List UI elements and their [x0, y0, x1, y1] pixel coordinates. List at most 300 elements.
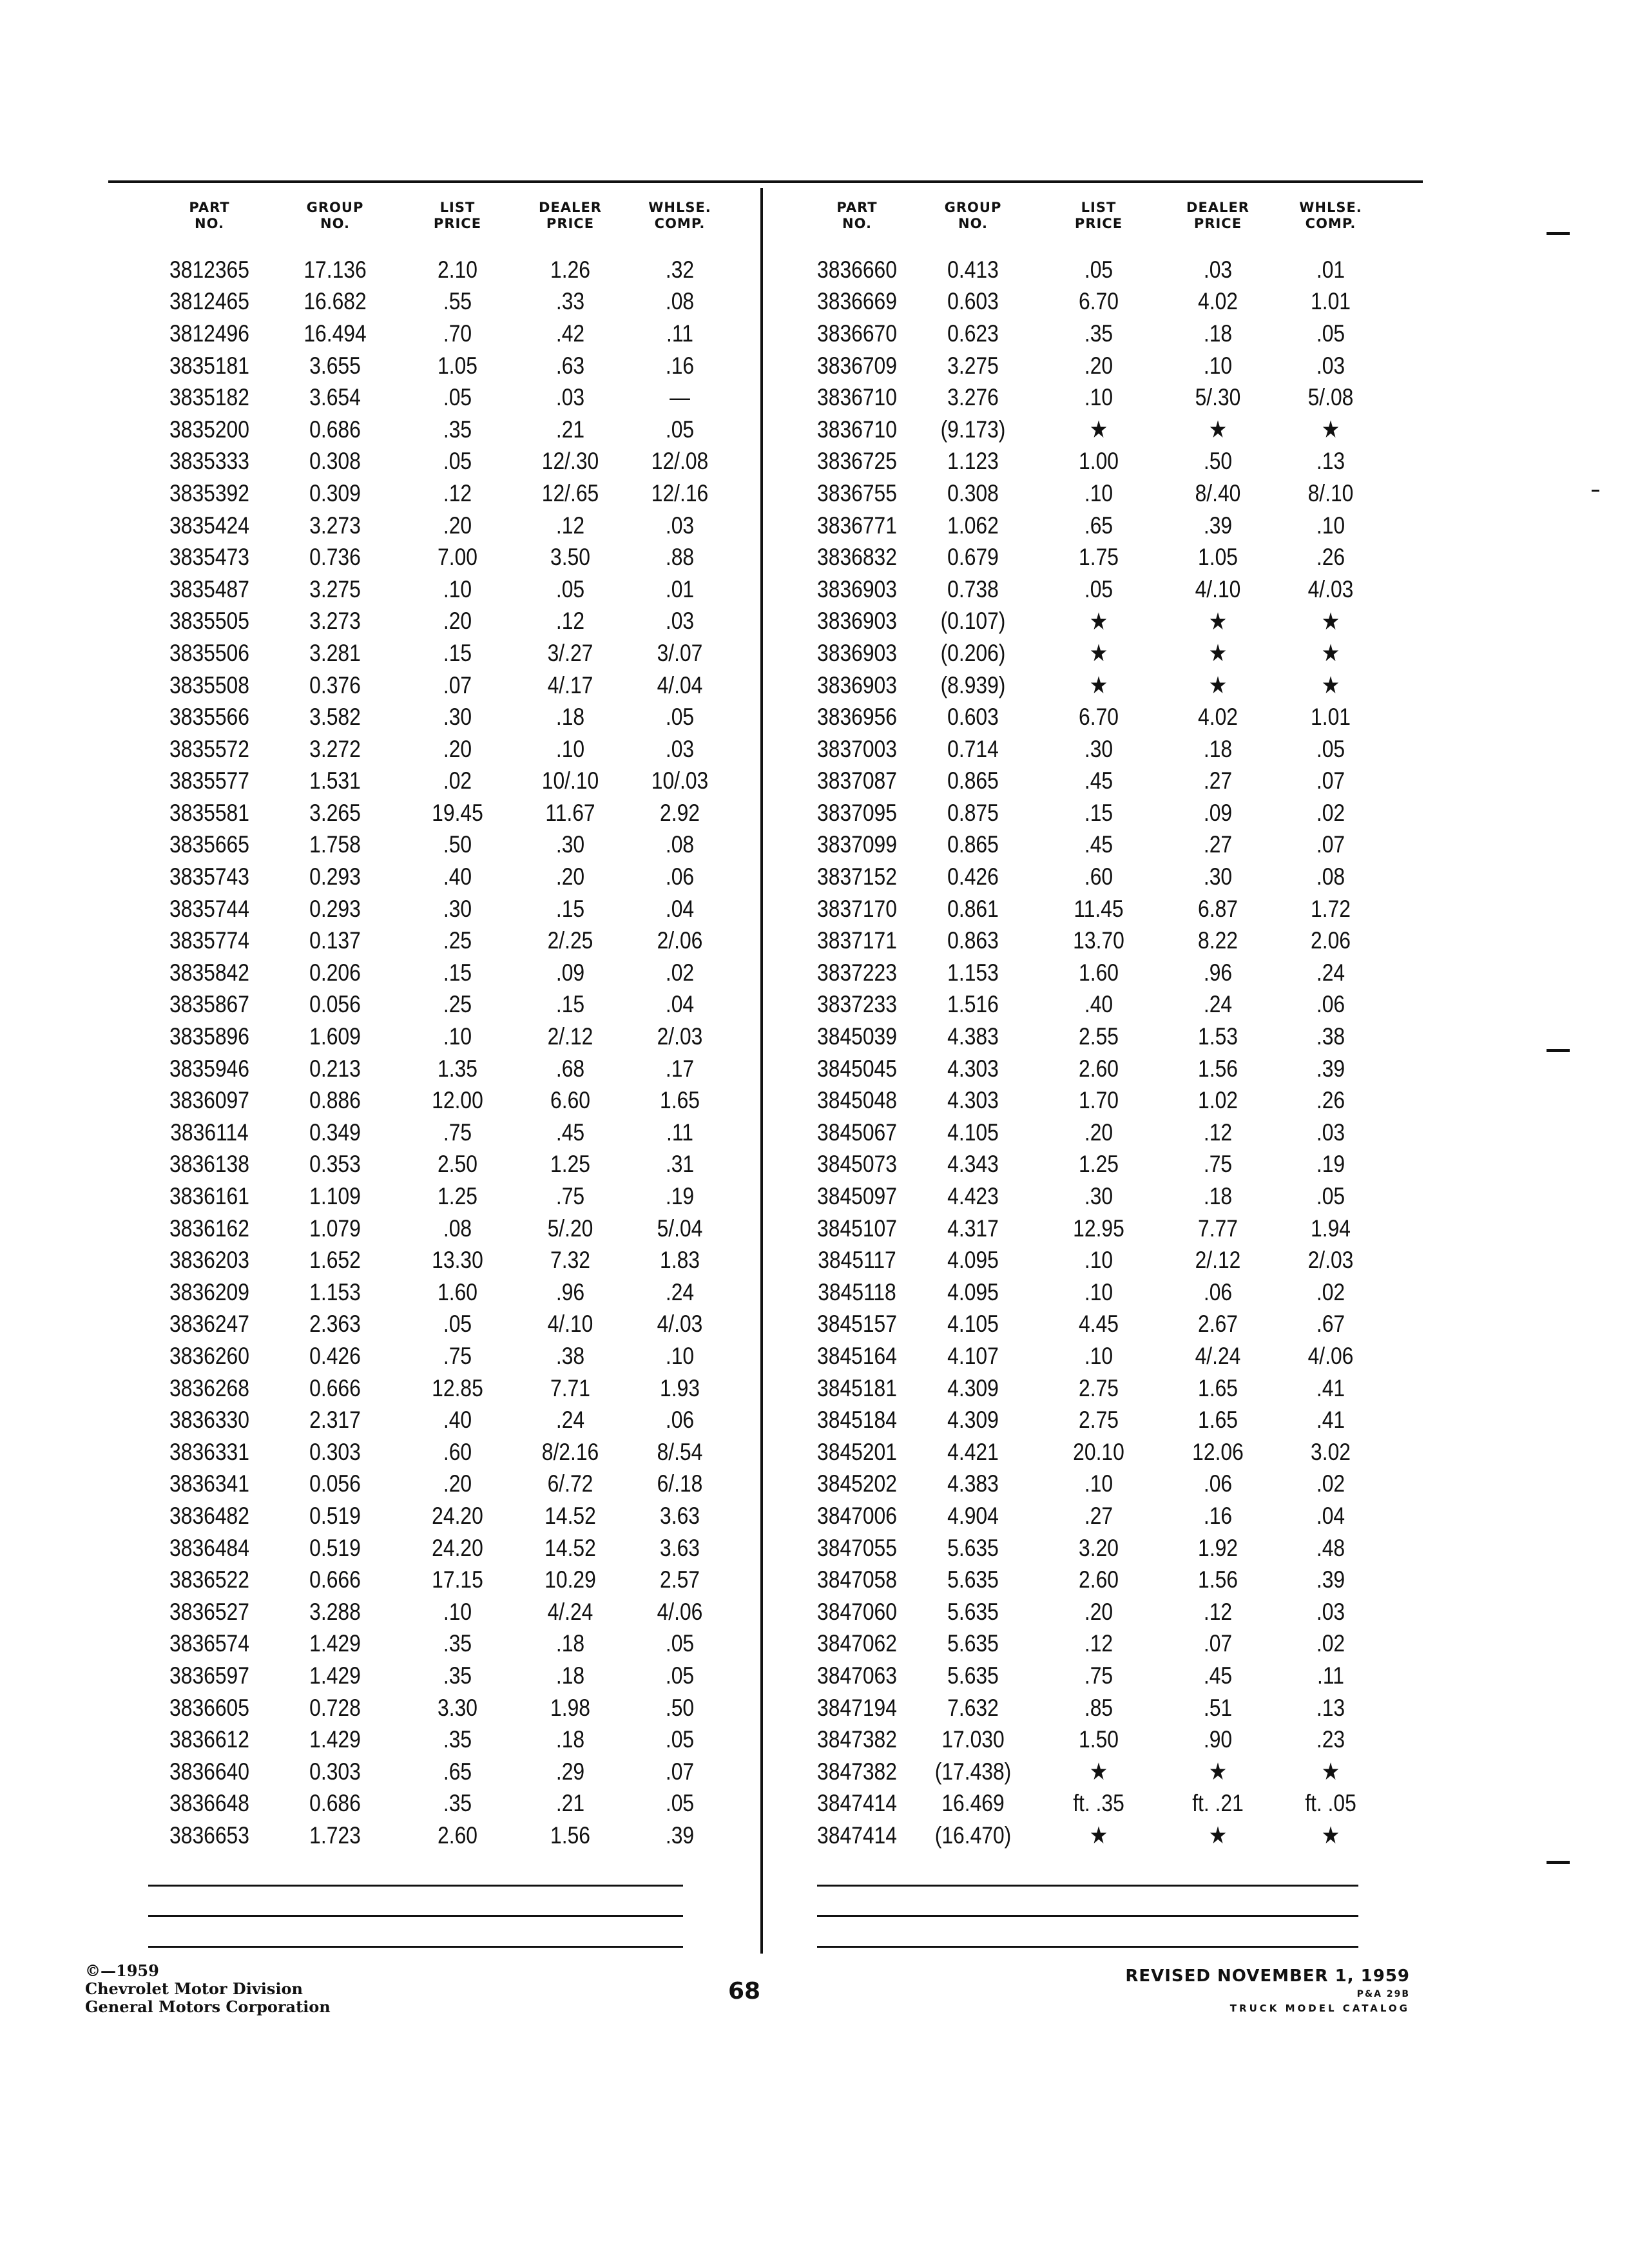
table-row: [805, 1468, 1385, 1501]
dealer-price-cell: 1.65: [1198, 1374, 1238, 1401]
list-price-cell: .75: [443, 1342, 472, 1369]
group-no-cell: 16.469: [941, 1790, 1005, 1817]
blank-entry-line: [148, 1946, 683, 1948]
whlse-comp-cell: 8/.10: [1307, 479, 1354, 506]
whlse-comp-cell: 3.63: [660, 1534, 700, 1561]
table-row: [805, 989, 1385, 1021]
list-price-cell: .35: [1084, 320, 1113, 347]
table-row: [148, 1724, 735, 1756]
list-price-cell: .05: [1084, 575, 1113, 602]
whlse-comp-cell: .39: [1316, 1055, 1345, 1082]
group-no-cell: 4.383: [947, 1023, 999, 1050]
whlse-comp-cell: .26: [1316, 544, 1345, 571]
part-no-cell: 3836527: [169, 1598, 249, 1625]
dealer-price-cell: .51: [1203, 1694, 1233, 1721]
dealer-price-cell: 5/.30: [1195, 384, 1241, 411]
whlse-comp-cell: .10: [1316, 512, 1345, 539]
dealer-price-cell: 3/.27: [547, 639, 593, 666]
table-row: [805, 1340, 1385, 1372]
whlse-comp-cell: 2/.03: [1307, 1247, 1354, 1274]
table-row: [148, 1021, 735, 1053]
dealer-price-cell: .18: [555, 704, 585, 731]
part-no-cell: 3835487: [169, 575, 249, 602]
part-no-cell: 3835508: [169, 671, 249, 698]
group-no-cell: 4.317: [947, 1215, 999, 1242]
group-no-cell: 1.429: [309, 1726, 361, 1753]
group-no-cell: 0.303: [309, 1758, 361, 1785]
group-no-cell: 0.519: [309, 1502, 361, 1529]
whlse-comp-cell: .39: [665, 1821, 695, 1849]
dealer-price-cell: 4/.24: [547, 1598, 593, 1625]
table-row: [805, 1596, 1385, 1628]
part-no-cell: 3836574: [169, 1630, 249, 1657]
dealer-price-cell: ★: [1208, 416, 1228, 443]
whlse-comp-cell: .19: [1316, 1151, 1345, 1178]
list-price-cell: 2.75: [1079, 1407, 1119, 1434]
group-no-cell: 16.682: [304, 288, 367, 315]
table-row: [148, 1404, 735, 1436]
part-no-cell: 3837171: [817, 927, 897, 954]
list-price-cell: .40: [443, 1407, 472, 1434]
margin-mark: [1547, 232, 1570, 235]
group-no-cell: 4.904: [947, 1502, 999, 1529]
group-no-cell: 1.516: [947, 991, 999, 1018]
list-price-cell: 2.60: [438, 1821, 477, 1849]
dealer-price-cell: .75: [1203, 1151, 1233, 1178]
part-no-cell: 3835392: [169, 479, 249, 506]
dealer-price-cell: .42: [555, 320, 585, 347]
group-no-cell: 17.136: [304, 256, 367, 283]
dealer-price-cell: .63: [555, 352, 585, 379]
list-price-cell: .05: [1084, 256, 1113, 283]
table-row: [805, 1500, 1385, 1532]
group-no-cell: 3.275: [309, 575, 361, 602]
whlse-comp-cell: .39: [1316, 1566, 1345, 1593]
whlse-comp-cell: 5/.04: [657, 1215, 703, 1242]
dealer-price-cell: .12: [555, 512, 585, 539]
list-price-cell: .07: [443, 671, 472, 698]
table-row: [148, 1117, 735, 1149]
part-no-cell: 3847063: [817, 1662, 897, 1689]
part-no-cell: 3847006: [817, 1502, 897, 1529]
table-row: [148, 1276, 735, 1309]
list-price-cell: 1.70: [1079, 1087, 1119, 1114]
part-no-cell: 3835743: [169, 863, 249, 890]
list-price-cell: .75: [1084, 1662, 1113, 1689]
dealer-price-cell: 1.56: [1198, 1055, 1238, 1082]
whlse-comp-cell: .05: [665, 704, 695, 731]
list-price-cell: 19.45: [432, 799, 483, 826]
whlse-comp-cell: .01: [1316, 256, 1345, 283]
dealer-price-cell: 7.32: [550, 1247, 590, 1274]
group-no-cell: 0.603: [947, 288, 999, 315]
part-no-cell: 3845073: [817, 1151, 897, 1178]
list-price-cell: .40: [1084, 991, 1113, 1018]
list-price-cell: .08: [443, 1215, 472, 1242]
table-row: [805, 1532, 1385, 1564]
group-no-cell: 7.632: [947, 1694, 999, 1721]
part-no-cell: 3836771: [817, 512, 897, 539]
part-no-cell: 3845067: [817, 1119, 897, 1146]
list-price-cell: 24.20: [432, 1534, 483, 1561]
whlse-comp-cell: .41: [1316, 1407, 1345, 1434]
part-no-cell: 3836605: [169, 1694, 249, 1721]
part-no-cell: 3837087: [817, 767, 897, 794]
part-no-cell: 3835572: [169, 735, 249, 762]
group-no-cell: 0.426: [309, 1342, 361, 1369]
group-no-cell: 0.056: [309, 1470, 361, 1497]
part-no-cell: 3836331: [169, 1438, 249, 1465]
whlse-comp-cell: .88: [665, 544, 695, 571]
dealer-price-cell: .18: [555, 1630, 585, 1657]
dealer-price-cell: 2/.25: [547, 927, 593, 954]
dealer-price-cell: .18: [1203, 320, 1233, 347]
whlse-comp-cell: .38: [1316, 1023, 1345, 1050]
header-part-no: PART NO.: [836, 200, 878, 231]
group-no-cell: 0.413: [947, 256, 999, 283]
table-body: [148, 254, 735, 1852]
part-no-cell: 3845164: [817, 1342, 897, 1369]
table-row: [148, 1436, 735, 1468]
group-no-cell: (9.173): [940, 416, 1006, 443]
group-no-cell: 0.863: [947, 927, 999, 954]
dealer-price-cell: 4/.10: [547, 1311, 593, 1338]
table-row: [805, 733, 1385, 765]
dealer-price-cell: 2.67: [1198, 1311, 1238, 1338]
part-no-cell: 3847414: [817, 1821, 897, 1849]
part-no-cell: 3836669: [817, 288, 897, 315]
blank-entry-line: [148, 1915, 683, 1917]
table-row: [148, 1820, 735, 1852]
part-no-cell: 3836612: [169, 1726, 249, 1753]
table-row: [805, 1372, 1385, 1405]
table-row: [805, 446, 1385, 478]
dealer-price-cell: 12.06: [1192, 1438, 1244, 1465]
list-price-cell: .30: [1084, 1183, 1113, 1210]
part-no-cell: 3847062: [817, 1630, 897, 1657]
table-row: [148, 1660, 735, 1692]
table-row: [805, 1149, 1385, 1181]
table-row: [148, 925, 735, 957]
group-no-cell: 0.293: [309, 863, 361, 890]
part-no-cell: 3836330: [169, 1407, 249, 1434]
group-no-cell: 3.273: [309, 512, 361, 539]
part-no-cell: 3835581: [169, 799, 249, 826]
group-no-cell: 0.349: [309, 1119, 361, 1146]
list-price-cell: .27: [1084, 1502, 1113, 1529]
table-row: [148, 1213, 735, 1245]
part-no-cell: 3836903: [817, 639, 897, 666]
group-no-cell: 1.079: [309, 1215, 361, 1242]
group-no-cell: 4.421: [947, 1438, 999, 1465]
dealer-price-cell: 5/.20: [547, 1215, 593, 1242]
dealer-price-cell: .20: [555, 863, 585, 890]
dealer-price-cell: .33: [555, 288, 585, 315]
table-row: [148, 1084, 735, 1117]
group-no-cell: 0.738: [947, 575, 999, 602]
part-no-cell: 3837223: [817, 959, 897, 986]
list-price-cell: .65: [443, 1758, 472, 1785]
whlse-comp-cell: 1.01: [1311, 288, 1351, 315]
part-no-cell: 3845045: [817, 1055, 897, 1082]
part-no-cell: 3835566: [169, 704, 249, 731]
table-row: [148, 1372, 735, 1405]
left-price-table: [148, 200, 735, 1852]
dealer-price-cell: .30: [1203, 863, 1233, 890]
whlse-comp-cell: .11: [666, 320, 693, 347]
table-row: [805, 1564, 1385, 1596]
group-no-cell: 3.276: [947, 384, 999, 411]
part-no-cell: 3835473: [169, 544, 249, 571]
group-no-cell: (0.206): [940, 639, 1006, 666]
table-row: [805, 1820, 1385, 1852]
group-no-cell: 0.426: [947, 863, 999, 890]
whlse-comp-cell: .11: [666, 1119, 693, 1146]
group-no-cell: 1.109: [309, 1183, 361, 1210]
group-no-cell: 4.303: [947, 1087, 999, 1114]
dealer-price-cell: .96: [555, 1278, 585, 1305]
table-row: [805, 1053, 1385, 1085]
whlse-comp-cell: .26: [1316, 1087, 1345, 1114]
dealer-price-cell: .90: [1203, 1726, 1233, 1753]
list-price-cell: .60: [443, 1438, 472, 1465]
part-no-cell: 3837095: [817, 799, 897, 826]
dealer-price-cell: .09: [555, 959, 585, 986]
dealer-price-cell: 6.87: [1198, 895, 1238, 922]
group-no-cell: 0.293: [309, 895, 361, 922]
group-no-cell: 0.308: [309, 448, 361, 475]
group-no-cell: 1.609: [309, 1023, 361, 1050]
part-no-cell: 3845202: [817, 1470, 897, 1497]
part-no-cell: 3812496: [169, 320, 249, 347]
whlse-comp-cell: .02: [1316, 1470, 1345, 1497]
dealer-price-cell: 10/.10: [541, 767, 599, 794]
list-price-cell: .20: [443, 512, 472, 539]
list-price-cell: .05: [443, 1311, 472, 1338]
list-price-cell: 2.55: [1079, 1023, 1119, 1050]
table-row: [148, 1309, 735, 1341]
part-no-cell: 3845097: [817, 1183, 897, 1210]
whlse-comp-cell: .08: [1316, 863, 1345, 890]
table-row: [148, 1244, 735, 1276]
part-no-cell: 3836640: [169, 1758, 249, 1785]
table-row: [148, 1564, 735, 1596]
group-no-cell: 1.062: [947, 512, 999, 539]
part-no-cell: 3836710: [817, 384, 897, 411]
table-row: [148, 765, 735, 798]
dealer-price-cell: 12/.65: [541, 479, 599, 506]
table-row: [148, 318, 735, 350]
whlse-comp-cell: ★: [1321, 672, 1340, 699]
whlse-comp-cell: .32: [665, 256, 695, 283]
copyright-block: [85, 1962, 331, 2016]
whlse-comp-cell: ★: [1321, 416, 1340, 443]
part-no-cell: 3835774: [169, 927, 249, 954]
list-price-cell: .20: [1084, 352, 1113, 379]
part-no-cell: 3836209: [169, 1278, 249, 1305]
group-no-cell: 1.429: [309, 1662, 361, 1689]
part-no-cell: 3836138: [169, 1151, 249, 1178]
dealer-price-cell: 14.52: [545, 1502, 596, 1529]
whlse-comp-cell: 2.57: [660, 1566, 700, 1593]
dealer-price-cell: 7.77: [1198, 1215, 1238, 1242]
table-row: [148, 861, 735, 893]
header-group-no: GROUP NO.: [306, 200, 364, 231]
list-price-cell: 12.85: [432, 1374, 483, 1401]
dealer-price-cell: .05: [555, 575, 585, 602]
whlse-comp-cell: 6/.18: [657, 1470, 703, 1497]
whlse-comp-cell: —: [670, 384, 690, 411]
top-rule: [108, 180, 1423, 183]
part-no-cell: 3845048: [817, 1087, 897, 1114]
table-row: [805, 1724, 1385, 1756]
part-no-cell: 3836484: [169, 1534, 249, 1561]
whlse-comp-cell: 3.63: [660, 1502, 700, 1529]
list-price-cell: 2.60: [1079, 1055, 1119, 1082]
part-no-cell: 3847060: [817, 1598, 897, 1625]
group-no-cell: 3.273: [309, 608, 361, 635]
list-price-cell: .12: [1084, 1630, 1113, 1657]
part-no-cell: 3845181: [817, 1374, 897, 1401]
revision-block: [1125, 1965, 1410, 2015]
dealer-price-cell: 4.02: [1198, 704, 1238, 731]
part-no-cell: 3847194: [817, 1694, 897, 1721]
group-no-cell: 0.714: [947, 735, 999, 762]
group-no-cell: 0.603: [947, 704, 999, 731]
whlse-comp-cell: 8/.54: [657, 1438, 703, 1465]
table-row: [148, 477, 735, 510]
group-no-cell: 0.666: [309, 1566, 361, 1593]
list-price-cell: .20: [443, 608, 472, 635]
list-price-cell: 6.70: [1079, 288, 1119, 315]
dealer-price-cell: 14.52: [545, 1534, 596, 1561]
dealer-price-cell: ft. .21: [1192, 1790, 1244, 1817]
list-price-cell: 1.00: [1079, 448, 1119, 475]
group-no-cell: 4.095: [947, 1278, 999, 1305]
table-body: [805, 254, 1385, 1852]
table-row: [805, 701, 1385, 733]
group-no-cell: 1.153: [947, 959, 999, 986]
dealer-price-cell: 2/.12: [1195, 1247, 1241, 1274]
table-row: [148, 637, 735, 669]
part-no-cell: 3836597: [169, 1662, 249, 1689]
list-price-cell: 7.00: [438, 544, 477, 571]
whlse-comp-cell: 12/.08: [651, 448, 709, 475]
list-price-cell: 20.10: [1073, 1438, 1124, 1465]
whlse-comp-cell: ft. .05: [1305, 1790, 1356, 1817]
part-no-cell: 3835665: [169, 831, 249, 858]
part-no-cell: 3847055: [817, 1534, 897, 1561]
dealer-price-cell: .03: [1203, 256, 1233, 283]
part-no-cell: 3836114: [170, 1119, 249, 1146]
right-price-table: [805, 200, 1385, 1852]
dealer-price-cell: 3.50: [550, 544, 590, 571]
whlse-comp-cell: .02: [1316, 1278, 1345, 1305]
table-row: [805, 765, 1385, 798]
whlse-comp-cell: .03: [665, 608, 695, 635]
group-no-cell: (17.438): [934, 1758, 1012, 1785]
part-no-cell: 3845157: [817, 1311, 897, 1338]
whlse-comp-cell: .03: [665, 512, 695, 539]
group-no-cell: 0.056: [309, 991, 361, 1018]
list-price-cell: .15: [443, 639, 472, 666]
whlse-comp-cell: .05: [1316, 1183, 1345, 1210]
group-no-cell: 4.105: [947, 1119, 999, 1146]
list-price-cell: .25: [443, 927, 472, 954]
whlse-comp-cell: .06: [1316, 991, 1345, 1018]
part-no-cell: 3836162: [169, 1215, 249, 1242]
table-row: [805, 637, 1385, 669]
part-no-cell: 3836522: [169, 1566, 249, 1593]
group-no-cell: 0.308: [947, 479, 999, 506]
blank-entry-line: [817, 1946, 1358, 1948]
group-no-cell: 0.865: [947, 831, 999, 858]
group-no-cell: 3.288: [309, 1598, 361, 1625]
list-price-cell: .20: [443, 1470, 472, 1497]
dealer-price-cell: .06: [1203, 1470, 1233, 1497]
group-no-cell: 4.383: [947, 1470, 999, 1497]
group-no-cell: 5.635: [947, 1566, 999, 1593]
dealer-price-cell: ★: [1208, 608, 1228, 635]
whlse-comp-cell: .13: [1316, 1694, 1345, 1721]
whlse-comp-cell: 5/.08: [1307, 384, 1354, 411]
header-list-price: LIST PRICE: [433, 200, 482, 231]
list-price-cell: 4.45: [1079, 1311, 1119, 1338]
dealer-price-cell: .68: [555, 1055, 585, 1082]
group-no-cell: 1.153: [309, 1278, 361, 1305]
list-price-cell: 1.75: [1079, 544, 1119, 571]
whlse-comp-cell: .03: [1316, 1598, 1345, 1625]
dealer-price-cell: 1.98: [550, 1694, 590, 1721]
dealer-price-cell: 10.29: [545, 1566, 596, 1593]
corporation-name: General Motors Corporation: [85, 1997, 331, 2016]
table-row: [148, 1596, 735, 1628]
list-price-cell: ★: [1089, 1822, 1108, 1849]
whlse-comp-cell: 3/.07: [657, 639, 703, 666]
group-no-cell: 0.875: [947, 799, 999, 826]
table-row: [148, 541, 735, 573]
part-no-cell: 3836903: [817, 608, 897, 635]
list-price-cell: .35: [443, 1630, 472, 1657]
dealer-price-cell: 8/2.16: [541, 1438, 599, 1465]
blank-entry-line: [817, 1885, 1358, 1887]
part-no-cell: 3835200: [169, 416, 249, 443]
whlse-comp-cell: .07: [1316, 831, 1345, 858]
dealer-price-cell: .15: [555, 895, 585, 922]
part-no-cell: 3837003: [817, 735, 897, 762]
part-no-cell: 3835506: [169, 639, 249, 666]
whlse-comp-cell: .16: [665, 352, 695, 379]
blank-entry-line: [148, 1885, 683, 1887]
whlse-comp-cell: .17: [665, 1055, 695, 1082]
part-no-cell: 3836653: [169, 1821, 249, 1849]
list-price-cell: .35: [443, 1662, 472, 1689]
part-no-cell: 3836203: [169, 1247, 249, 1274]
table-row: [148, 1468, 735, 1501]
list-price-cell: .10: [1084, 384, 1113, 411]
list-price-cell: .45: [1084, 831, 1113, 858]
dealer-price-cell: .12: [555, 608, 585, 635]
table-row: [148, 1788, 735, 1820]
group-no-cell: 0.353: [309, 1151, 361, 1178]
list-price-cell: .65: [1084, 512, 1113, 539]
whlse-comp-cell: 1.94: [1311, 1215, 1351, 1242]
list-price-cell: ★: [1089, 416, 1108, 443]
group-no-cell: 0.519: [309, 1534, 361, 1561]
part-no-cell: 3836670: [817, 320, 897, 347]
table-row: [148, 733, 735, 765]
part-no-cell: 3836260: [169, 1342, 249, 1369]
